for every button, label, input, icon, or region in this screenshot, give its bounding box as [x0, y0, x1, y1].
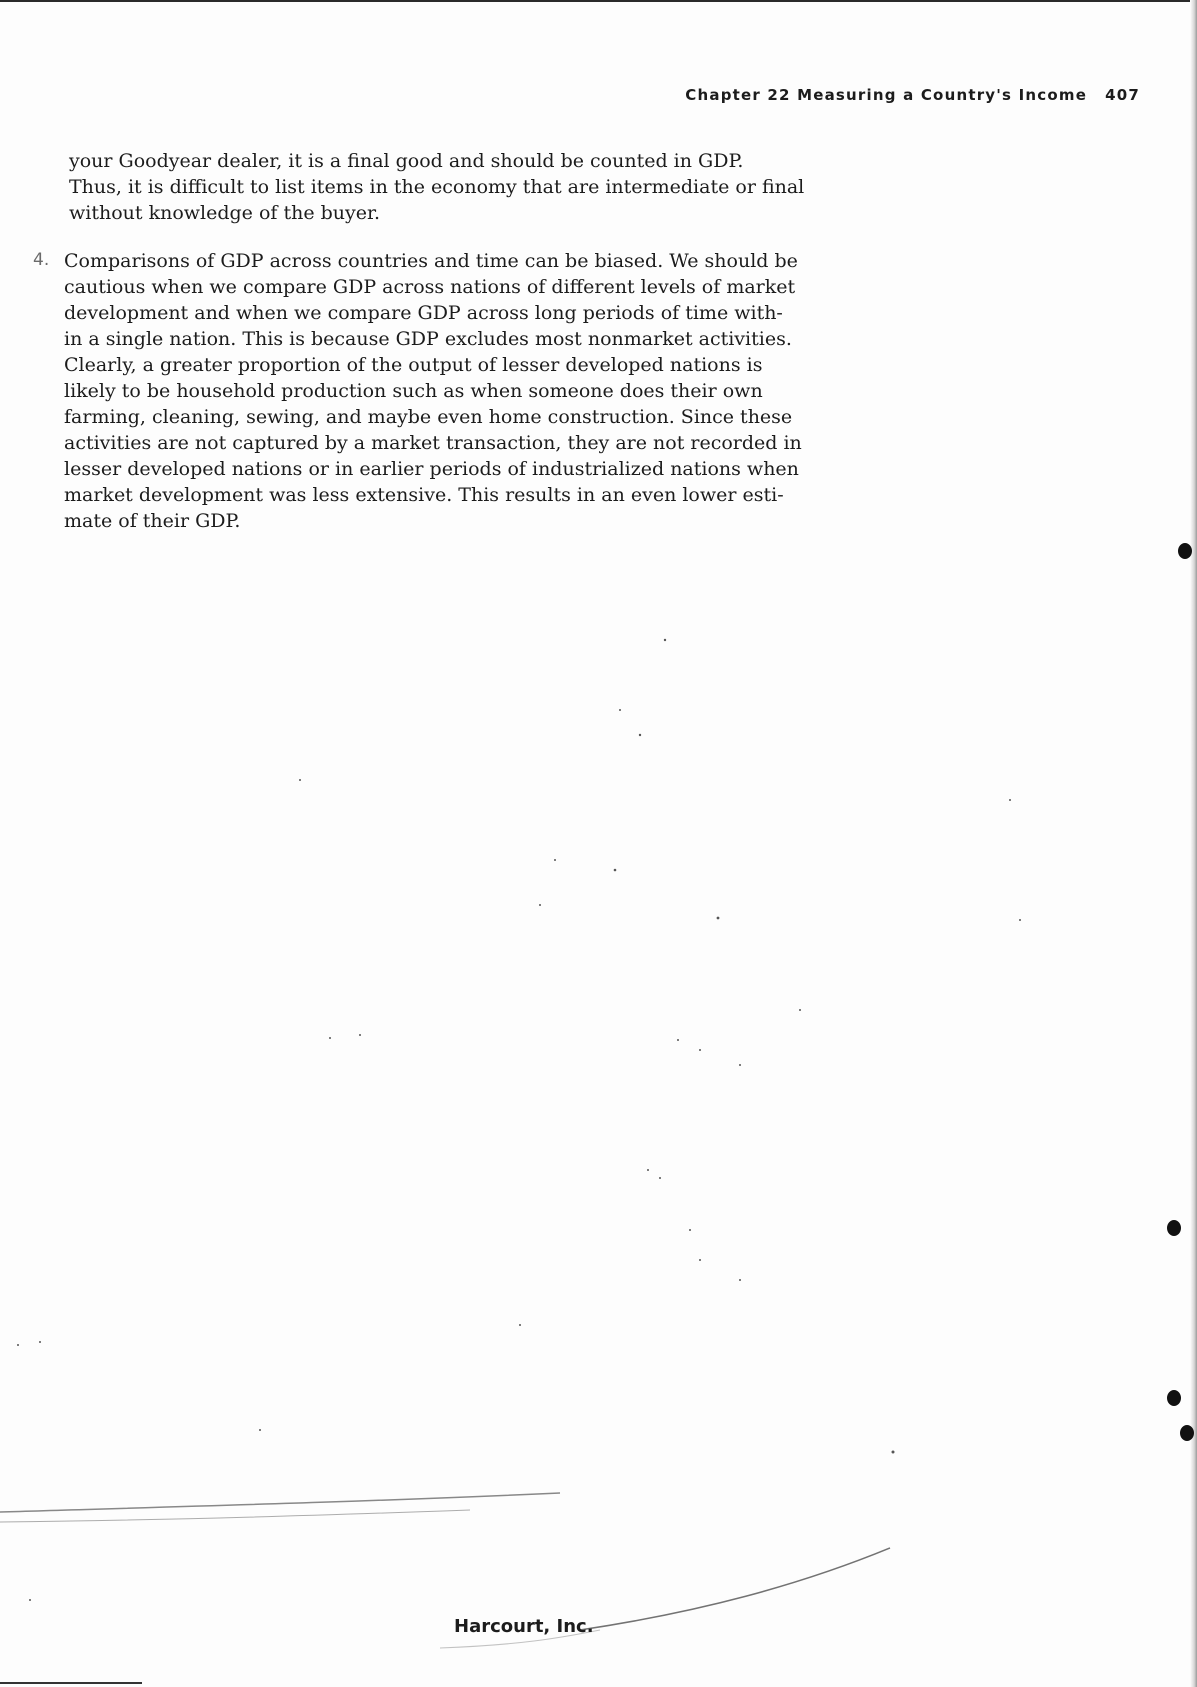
binder-hole-mark: [1178, 543, 1192, 559]
publisher-footer: Harcourt, Inc.: [454, 1616, 594, 1637]
text-line: your Goodyear dealer, it is a final good and should be counted in GDP.: [69, 150, 744, 172]
binder-hole-mark: [1180, 1425, 1194, 1441]
running-title: Chapter 22 Measuring a Country's Income: [685, 86, 1088, 104]
text-line: market development was less extensive. This results in an even lower esti-: [64, 484, 784, 506]
text-line: in a single nation. This is because GDP excludes most nonmarket activities.: [64, 328, 792, 350]
text-line: development and when we compare GDP across long periods of time with-: [64, 302, 783, 324]
text-line: cautious when we compare GDP across nations of different levels of market: [64, 276, 796, 298]
list-item-number: 4.: [33, 250, 50, 270]
text-line: activities are not captured by a market transaction, they are not recorded in: [64, 432, 802, 454]
page-number: 407: [1105, 86, 1140, 104]
binder-hole-mark: [1167, 1390, 1181, 1406]
text-line: without knowledge of the buyer.: [69, 202, 381, 224]
text-line: Clearly, a greater proportion of the output of lesser developed nations is: [64, 354, 763, 376]
text-line: farming, cleaning, sewing, and maybe even home construction. Since these: [64, 406, 793, 428]
binder-hole-mark: [1167, 1220, 1181, 1236]
text-line: mate of their GDP.: [64, 510, 241, 532]
text-line: lesser developed nations or in earlier periods of industrialized nations when: [64, 458, 799, 480]
text-line: likely to be household production such as when someone does their own: [64, 380, 763, 402]
text-line: Comparisons of GDP across countries and time can be biased. We should be: [64, 250, 798, 272]
text-line: Thus, it is difficult to list items in the economy that are intermediate or final: [69, 176, 805, 198]
scan-bottom-edge: [0, 1682, 142, 1684]
